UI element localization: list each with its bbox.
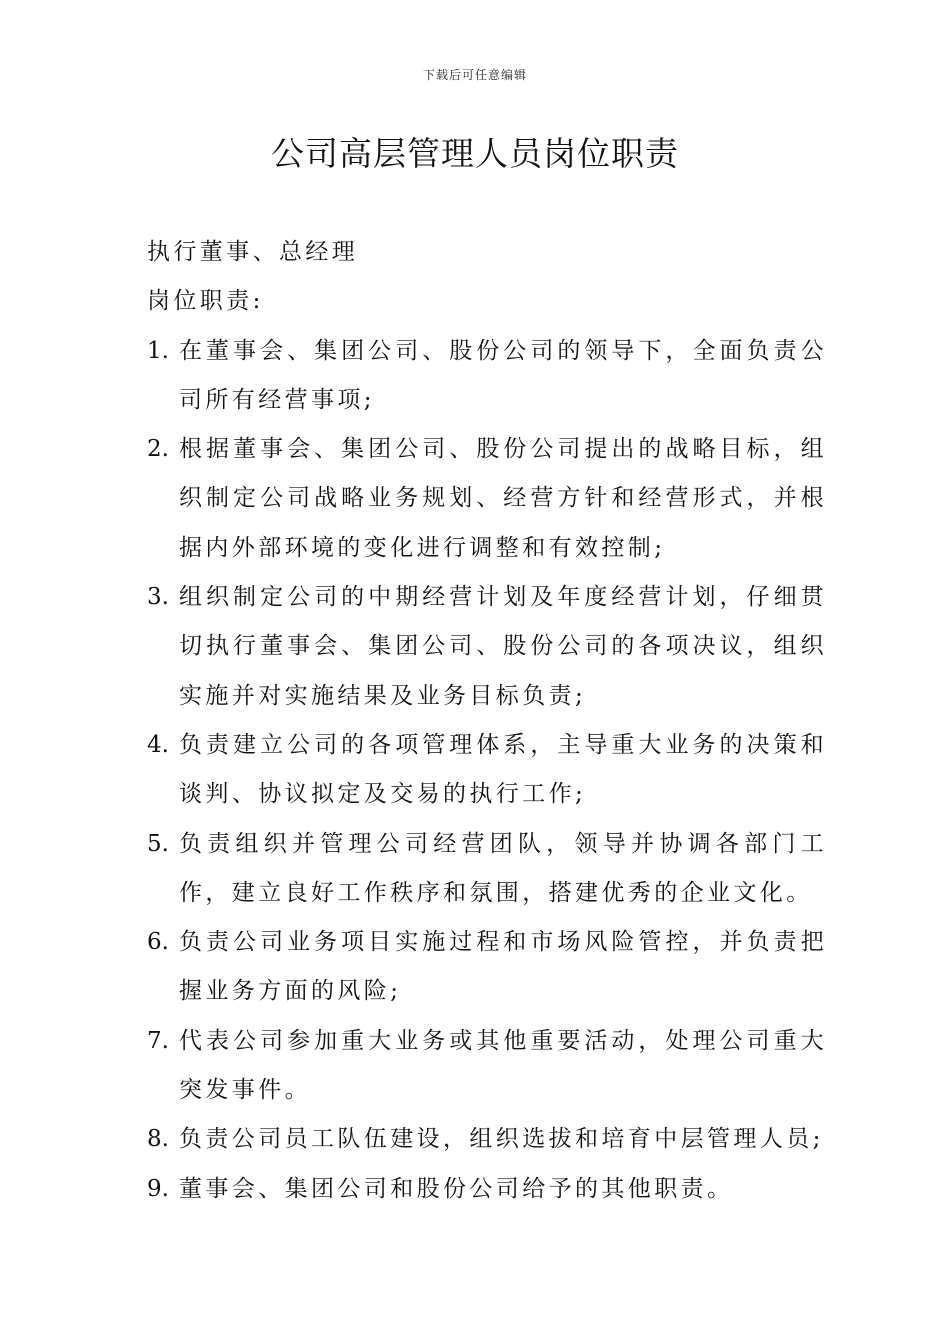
duty-number: 5. [147, 830, 169, 857]
duty-number: 8. [147, 1126, 169, 1153]
duty-text: 董事会、集团公司和股份公司给予的其他职责。 [179, 1175, 734, 1202]
duty-item [147, 721, 827, 820]
duty-item [147, 820, 827, 919]
duty-number: 4. [147, 731, 169, 758]
duty-item [147, 1017, 827, 1116]
duty-number: 9. [147, 1175, 169, 1202]
header-note: 下载后可任意编辑 [422, 68, 527, 82]
duty-text: 负责公司员工队伍建设，组织选拔和培育中层管理人员; [179, 1126, 824, 1153]
duty-item [147, 425, 827, 573]
duty-item [147, 573, 827, 721]
duty-number: 3. [147, 584, 169, 611]
duty-item [147, 1165, 827, 1214]
duty-number: 7. [147, 1027, 169, 1054]
duty-item [147, 1115, 827, 1164]
duty-text: 负责建立公司的各项管理体系，主导重大业务的决策和谈判、协议拟定及交易的执行工作; [179, 731, 827, 808]
duty-text: 在董事会、集团公司、股份公司的领导下，全面负责公司所有经营事项; [179, 337, 827, 413]
document-title: 公司高层管理人员岗位职责 [271, 134, 679, 173]
duty-item [147, 327, 827, 426]
duty-text: 负责组织并管理公司经营团队，领导并协调各部门工作，建立良好工作秩序和氛围，搭建优秀的企业文化。 [179, 830, 827, 906]
duty-text: 根据董事会、集团公司、股份公司提出的战略目标，组织制定公司战略业务规划、经营方针和经营形式，并根据内外部环境的变化进行调整和有效控制; [179, 436, 827, 561]
duty-text: 组织制定公司的中期经营计划及年度经营计划，仔细贯切执行董事会、集团公司、股份公司的各项决议，组织实施并对实施结果及业务目标负责; [179, 584, 827, 709]
duty-text: 代表公司参加重大业务或其他重要活动，处理公司重大突发事件。 [179, 1027, 827, 1104]
duty-number: 1. [147, 337, 169, 364]
duty-number: 2. [147, 436, 169, 463]
duty-text: 负责公司业务项目实施过程和市场风险管控，并负责把握业务方面的风险; [179, 929, 827, 1005]
duties-list [147, 327, 827, 1214]
duty-item [147, 918, 827, 1017]
duty-number: 6. [147, 929, 169, 956]
role-heading: 执行董事、总经理 [147, 239, 359, 265]
document-body [147, 228, 827, 1214]
duties-heading: 岗位职责: [147, 288, 264, 315]
